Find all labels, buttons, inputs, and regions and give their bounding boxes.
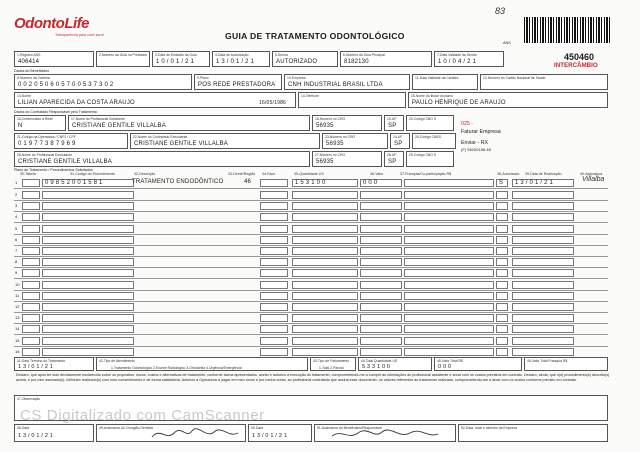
row-number: 5 bbox=[15, 225, 18, 231]
table-cell[interactable] bbox=[260, 337, 288, 345]
table-cell[interactable] bbox=[22, 337, 40, 345]
side-note-line1: Faturar Empresa bbox=[461, 129, 501, 135]
table-cell[interactable] bbox=[22, 281, 40, 289]
table-cell[interactable] bbox=[260, 247, 288, 255]
table-cell[interactable] bbox=[360, 225, 402, 233]
table-row[interactable] bbox=[14, 323, 608, 335]
dentist-signature bbox=[150, 427, 240, 441]
table-cell[interactable] bbox=[42, 303, 134, 311]
table-cell[interactable] bbox=[404, 213, 494, 221]
field-data-48[interactable]: 48-Data 1 3 / 0 1 / 2 1 bbox=[14, 424, 94, 442]
table-cell[interactable] bbox=[42, 314, 134, 322]
table-cell[interactable] bbox=[260, 225, 288, 233]
table-cell[interactable] bbox=[496, 281, 508, 289]
field-tipo-atendimento[interactable]: 42-Tipo de Atendimento 1-Tratamento Odontológico 2-Exame Radiológico 3-Ortodontia 4-Urgência/Emergência bbox=[96, 357, 308, 371]
table-cell[interactable] bbox=[496, 314, 508, 322]
field-profissional-executante[interactable]: 26-Nome do Profissional Executante CRISTIANE GENTILE VILLALBA bbox=[14, 151, 310, 167]
table-cell[interactable] bbox=[260, 236, 288, 244]
table-cell[interactable] bbox=[404, 225, 494, 233]
field-total-franquia[interactable]: 46-Valor Total Franquia R$ bbox=[524, 357, 608, 371]
table-cell[interactable] bbox=[512, 325, 574, 333]
table-cell[interactable] bbox=[404, 258, 494, 266]
table-cell[interactable] bbox=[22, 191, 40, 199]
table-cell[interactable] bbox=[22, 292, 40, 300]
row-number: 2 bbox=[15, 192, 18, 197]
row-number: 15 bbox=[15, 337, 20, 343]
table-cell[interactable] bbox=[360, 325, 402, 333]
table-cell[interactable] bbox=[360, 247, 402, 255]
table-cell[interactable] bbox=[292, 202, 358, 210]
cell-quantidade[interactable]: 1 5 3 1 0 0 bbox=[292, 179, 358, 187]
field-assinatura-beneficiario[interactable]: 51-Assinatura do Beneficiário/Responsável bbox=[314, 424, 456, 442]
col-quantidade: 35-Quantidade US bbox=[294, 172, 324, 176]
side-note-line3: (F) 95200158-48 bbox=[461, 147, 491, 152]
row-number: 8 bbox=[15, 259, 18, 265]
field-carimbo-empresa[interactable]: 52-Data, local e carimbo da Empresa bbox=[458, 424, 608, 442]
row-number: 7 bbox=[15, 248, 18, 253]
table-cell[interactable] bbox=[360, 202, 402, 210]
field-uf-profissional[interactable]: 28-UF SP bbox=[384, 151, 404, 167]
row-number: 6 bbox=[15, 236, 18, 242]
table-cell[interactable] bbox=[360, 191, 402, 199]
table-cell[interactable] bbox=[260, 348, 288, 356]
table-cell[interactable] bbox=[404, 348, 494, 356]
table-cell[interactable] bbox=[22, 314, 40, 322]
row-number: 10 bbox=[15, 281, 20, 287]
table-cell[interactable] bbox=[292, 236, 358, 244]
field-empresa[interactable]: 10-Empresa CNH INDUSTRIAL BRASIL LTDA bbox=[284, 74, 410, 90]
table-cell[interactable] bbox=[512, 258, 574, 266]
table-cell[interactable] bbox=[42, 225, 134, 233]
logo: OdontoLife bbox=[14, 15, 89, 32]
beneficiary-signature bbox=[330, 427, 440, 441]
field-data-50[interactable]: 50-Data 1 3 / 0 1 / 2 1 bbox=[248, 424, 312, 442]
table-cell[interactable] bbox=[512, 292, 574, 300]
table-cell[interactable] bbox=[512, 314, 574, 322]
table-cell[interactable] bbox=[496, 213, 508, 221]
table-cell[interactable] bbox=[42, 337, 134, 345]
table-cell[interactable] bbox=[260, 258, 288, 266]
field-nome[interactable]: 13-Nome LILIAN APARECIDA DA COSTA ARAUJO 16/05/1986 bbox=[14, 92, 296, 108]
field-cro-profissional[interactable]: 27-Número no CRO 56935 bbox=[312, 151, 382, 167]
ans-label: ANS bbox=[503, 41, 511, 45]
table-cell[interactable] bbox=[360, 236, 402, 244]
col-valor: 36-Valor bbox=[370, 172, 384, 176]
table-row[interactable] bbox=[14, 211, 608, 223]
table-cell[interactable] bbox=[22, 269, 40, 277]
table-cell[interactable] bbox=[404, 236, 494, 244]
field-tipo-faturamento[interactable]: 43-Tipo de Faturamento 1-Total 2-Parcial bbox=[310, 357, 356, 371]
table-cell[interactable] bbox=[512, 236, 574, 244]
field-cbo-profissional[interactable]: 29-Código CBO S bbox=[406, 151, 454, 167]
table-cell[interactable] bbox=[360, 314, 402, 322]
table-cell[interactable] bbox=[496, 236, 508, 244]
table-row[interactable] bbox=[14, 312, 608, 324]
table-cell[interactable] bbox=[292, 337, 358, 345]
guide-number: 450460 bbox=[564, 52, 595, 62]
table-cell[interactable] bbox=[42, 348, 134, 356]
table-cell[interactable] bbox=[42, 236, 134, 244]
field-cartao-nacional[interactable]: 12-Número do Cartão Nacional de Saúde bbox=[480, 74, 608, 90]
field-guia-principal[interactable]: 6-Número da Guia Principal 8182130 bbox=[340, 51, 432, 67]
table-row[interactable] bbox=[14, 256, 608, 268]
birth-date: 16/05/1986 bbox=[259, 100, 287, 106]
table-cell[interactable] bbox=[404, 191, 494, 199]
table-cell[interactable] bbox=[292, 303, 358, 311]
table-cell[interactable] bbox=[260, 292, 288, 300]
table-cell[interactable] bbox=[512, 348, 574, 356]
table-cell[interactable] bbox=[360, 258, 402, 266]
field-telefone[interactable]: 14-Telefone bbox=[298, 92, 406, 108]
table-cell[interactable] bbox=[42, 202, 134, 210]
table-row[interactable] bbox=[14, 346, 608, 358]
declaration-text: Declaro, que após ter sido devidamente esclarecido sobre os propósitos, riscos, custos e alternativas de tratamento, conforme acima apresentados, aceito e autorizo a execução do tratamento, comprometendo-me a cumprir as orientações do profissional assistente e arcar com os custos previstos em contrato. Declaro, ainda, que o(s) procedimento(s) descrito(s) acima, e por mim assinado(s), foi/foram realizado(s) com meu consentimento e de forma satisfatória. Autorizo a Operadora a pagar em meu nome e por minha conta, ao profissional contratado que assina esse documento, os valores referentes ao tratamento realizado, comprometendo-me a arcar com os custos conforme previsto em contrato. bbox=[16, 373, 610, 382]
table-cell[interactable] bbox=[404, 292, 494, 300]
table-cell[interactable] bbox=[42, 191, 134, 199]
table-cell[interactable] bbox=[496, 269, 508, 277]
table-cell[interactable] bbox=[292, 247, 358, 255]
table-cell[interactable] bbox=[292, 191, 358, 199]
section-beneficiario: Dados do Beneficiário bbox=[14, 69, 50, 73]
table-cell[interactable] bbox=[360, 303, 402, 311]
cell-dente: 46 bbox=[244, 179, 252, 185]
table-row[interactable] bbox=[14, 301, 608, 313]
col-autorizado: 38-Autorizado bbox=[497, 172, 520, 176]
field-credenciado[interactable]: 16-Credenciado a Rede N bbox=[14, 115, 66, 131]
field-uf-executante[interactable]: 24-UF SP bbox=[390, 133, 410, 149]
table-cell[interactable] bbox=[22, 225, 40, 233]
table-cell[interactable] bbox=[42, 269, 134, 277]
table-row[interactable] bbox=[14, 279, 608, 291]
table-row[interactable] bbox=[14, 189, 608, 201]
table-cell[interactable] bbox=[292, 258, 358, 266]
table-cell[interactable] bbox=[404, 337, 494, 345]
table-cell[interactable] bbox=[292, 292, 358, 300]
section-contratado: Dados do Contratado Responsável pelo Tratamento bbox=[14, 110, 97, 114]
field-uf-solicitante[interactable]: 19-UF SP bbox=[384, 115, 404, 131]
table-cell[interactable] bbox=[360, 337, 402, 345]
table-cell[interactable] bbox=[42, 258, 134, 266]
table-cell[interactable] bbox=[512, 337, 574, 345]
table-cell[interactable] bbox=[22, 247, 40, 255]
field-carteira[interactable]: 8-Número da Carteira 0 0 2 0 5 0 6 0 5 7 0 0 5 3 7 3 0 2 bbox=[14, 74, 192, 90]
table-cell[interactable] bbox=[292, 269, 358, 277]
table-cell[interactable] bbox=[292, 213, 358, 221]
col-data-realizacao: 39-Data de Realização bbox=[525, 172, 562, 176]
col-franquia: 37-Franquia/Co-participação R$ bbox=[400, 172, 452, 176]
table-cell[interactable] bbox=[42, 213, 134, 221]
handwritten-mark: 83 bbox=[495, 6, 506, 16]
col-face: 34-Face bbox=[262, 172, 276, 176]
table-cell[interactable] bbox=[404, 303, 494, 311]
table-cell[interactable] bbox=[496, 247, 508, 255]
col-descricao: 32-Descrição bbox=[134, 172, 156, 176]
table-cell[interactable] bbox=[496, 225, 508, 233]
table-row[interactable] bbox=[14, 245, 608, 257]
section-procedimentos: Plano de Tratamento / Procedimentos Solicitados bbox=[14, 168, 93, 172]
table-row[interactable] bbox=[14, 290, 608, 302]
row-number: 13 bbox=[15, 315, 20, 321]
field-valor-total[interactable]: 45-Valor Total R$ 0 0 0 bbox=[434, 357, 522, 371]
table-cell[interactable] bbox=[404, 325, 494, 333]
table-cell[interactable] bbox=[22, 325, 40, 333]
table-cell[interactable] bbox=[512, 247, 574, 255]
field-registro-ans[interactable]: 1-Registro ANS 406414 bbox=[14, 51, 94, 67]
table-cell[interactable] bbox=[496, 348, 508, 356]
cell-codigo[interactable]: 0 9 8 5 2 0 0 1 5 8 1 bbox=[42, 179, 134, 187]
table-cell[interactable] bbox=[404, 281, 494, 289]
row-number: 12 bbox=[15, 304, 20, 309]
cell-data[interactable]: 1 3 / 0 1 / 2 1 bbox=[512, 179, 574, 187]
table-cell[interactable] bbox=[496, 292, 508, 300]
cell-autorizado[interactable]: S bbox=[496, 179, 508, 187]
field-observacao[interactable]: 47-Observação bbox=[14, 395, 608, 421]
table-row[interactable] bbox=[14, 335, 608, 347]
camscanner-watermark: CS Digitalizado com CamScanner bbox=[20, 407, 265, 424]
table-cell[interactable] bbox=[22, 348, 40, 356]
table-cell[interactable] bbox=[260, 303, 288, 311]
cell-assinatura: Villalba bbox=[582, 176, 605, 183]
cell-franquia[interactable] bbox=[404, 179, 494, 187]
table-cell[interactable] bbox=[292, 325, 358, 333]
table-cell[interactable] bbox=[260, 325, 288, 333]
cell-tabela[interactable] bbox=[22, 179, 40, 187]
table-cell[interactable] bbox=[404, 269, 494, 277]
table-cell[interactable] bbox=[496, 191, 508, 199]
table-cell[interactable] bbox=[404, 247, 494, 255]
table-row[interactable] bbox=[14, 223, 608, 235]
field-cro-solicitante[interactable]: 18-Número no CRO 56935 bbox=[312, 115, 382, 131]
table-cell[interactable] bbox=[22, 303, 40, 311]
table-cell[interactable] bbox=[360, 281, 402, 289]
col-assinatura: 40-Assinatura bbox=[580, 172, 603, 176]
col-codigo: 31-Código do Procedimento bbox=[70, 172, 115, 176]
field-cro-executante[interactable]: 23-Número no CRO 56935 bbox=[322, 133, 388, 149]
row-number: 9 bbox=[15, 270, 18, 276]
row-number: 16 bbox=[15, 348, 20, 354]
table-cell[interactable] bbox=[22, 202, 40, 210]
field-data-termino[interactable]: 41-Data Término do Tratamento 1 3 / 0 1 / 2 1 bbox=[14, 357, 94, 371]
col-dente: 33-Dente/Região bbox=[228, 172, 256, 176]
field-cbo-solicitante[interactable]: 20-Código CBO S bbox=[406, 115, 454, 131]
field-assinatura-dentista[interactable]: 49-Assinatura do Cirurgião-Dentista bbox=[96, 424, 246, 442]
table-cell[interactable] bbox=[512, 213, 574, 221]
table-cell[interactable] bbox=[512, 225, 574, 233]
table-cell[interactable] bbox=[512, 191, 574, 199]
cell-face[interactable] bbox=[260, 179, 288, 187]
table-cell[interactable] bbox=[496, 202, 508, 210]
field-plano[interactable]: 9-Plano POS REDE PRESTADORA bbox=[194, 74, 282, 90]
table-cell[interactable] bbox=[512, 303, 574, 311]
table-cell[interactable] bbox=[512, 269, 574, 277]
field-codigo-operadora[interactable]: 21-Código na Operadora / CNPJ / CPF 0 1 9 7 7 3 8 7 9 6 9 bbox=[14, 133, 128, 149]
table-cell[interactable] bbox=[496, 303, 508, 311]
row-number: 3 bbox=[15, 203, 18, 209]
table-cell[interactable] bbox=[404, 202, 494, 210]
row-number: 11 bbox=[15, 292, 20, 298]
form-title: GUIA DE TRATAMENTO ODONTOLÓGICO bbox=[225, 31, 405, 41]
field-data-autorizacao[interactable]: 4-Data de Autorização 1 3 / 0 1 / 2 1 bbox=[212, 51, 270, 67]
col-tabela: 30-Tabela bbox=[20, 172, 36, 176]
table-cell[interactable] bbox=[360, 269, 402, 277]
side-note-code: 025 - bbox=[461, 121, 474, 127]
field-validade-carteira[interactable]: 11-Data Validade da Carteira bbox=[412, 74, 478, 90]
table-cell[interactable] bbox=[292, 314, 358, 322]
table-row[interactable] bbox=[14, 267, 608, 279]
table-row[interactable] bbox=[14, 234, 608, 246]
field-data-emissao[interactable]: 3-Data de Emissão da Guia 1 0 / 0 1 / 2 1 bbox=[152, 51, 210, 67]
table-cell[interactable] bbox=[360, 292, 402, 300]
table-cell[interactable] bbox=[512, 202, 574, 210]
table-cell[interactable] bbox=[42, 325, 134, 333]
logo-tagline: Transparência para você sorrir bbox=[55, 33, 104, 37]
field-cnes[interactable]: 25-Código CNES bbox=[412, 133, 456, 149]
table-cell[interactable] bbox=[260, 281, 288, 289]
table-cell[interactable] bbox=[22, 213, 40, 221]
field-contratado-executante[interactable]: 22-Nome do Contratado Executante CRISTIANE GENTILE VILLALBA bbox=[130, 133, 320, 149]
table-row[interactable]: 1 0 9 8 5 2 0 0 1 5 8 1 TRATAMENTO ENDODÔNTICO 46 1 5 3 1 0 0 0 0 0 S 1 3 / 0 1 / 2 1 Villalba bbox=[14, 177, 608, 189]
table-cell[interactable] bbox=[22, 258, 40, 266]
table-cell[interactable] bbox=[292, 281, 358, 289]
cell-descricao: TRATAMENTO ENDODÔNTICO bbox=[132, 179, 224, 185]
table-cell[interactable] bbox=[260, 269, 288, 277]
field-total-us[interactable]: 44-Total Quantidade US 5 3 3 1 0 0 bbox=[358, 357, 432, 371]
table-cell[interactable] bbox=[260, 202, 288, 210]
table-cell[interactable] bbox=[22, 236, 40, 244]
table-cell[interactable] bbox=[42, 281, 134, 289]
table-cell[interactable] bbox=[496, 325, 508, 333]
table-cell[interactable] bbox=[292, 348, 358, 356]
row-number: 4 bbox=[15, 214, 18, 220]
barcode bbox=[524, 17, 610, 43]
table-cell[interactable] bbox=[260, 213, 288, 221]
table-cell[interactable] bbox=[360, 213, 402, 221]
table-row[interactable] bbox=[14, 200, 608, 212]
field-titular[interactable]: 15-Nome do titular do plano PAULO HENRIQUE DE ARAUJO bbox=[408, 92, 608, 108]
guide-type: INTERCÂMBIO bbox=[554, 62, 598, 69]
table-cell[interactable] bbox=[260, 191, 288, 199]
field-numero-guia-prestador[interactable]: 2-Número da Guia no Prestador bbox=[96, 51, 150, 67]
table-cell[interactable] bbox=[42, 247, 134, 255]
table-cell[interactable] bbox=[496, 258, 508, 266]
table-cell[interactable] bbox=[360, 348, 402, 356]
table-cell[interactable] bbox=[512, 281, 574, 289]
side-note-line2: Enviar - RX bbox=[461, 140, 489, 146]
field-validade-senha[interactable]: 7-Data Validade da Senha 1 0 / 0 4 / 2 1 bbox=[434, 51, 504, 67]
field-profissional-solicitante[interactable]: 17-Nome do Profissional Solicitante CRISTIANE GENTILE VILLALBA bbox=[68, 115, 310, 131]
table-cell[interactable] bbox=[260, 314, 288, 322]
table-cell[interactable] bbox=[42, 292, 134, 300]
cell-valor[interactable]: 0 0 0 bbox=[360, 179, 402, 187]
row-number: 14 bbox=[15, 326, 20, 332]
table-cell[interactable] bbox=[292, 225, 358, 233]
table-cell[interactable] bbox=[496, 337, 508, 345]
field-senha[interactable]: 5-Senha AUTORIZADO bbox=[272, 51, 338, 67]
table-cell[interactable] bbox=[404, 314, 494, 322]
